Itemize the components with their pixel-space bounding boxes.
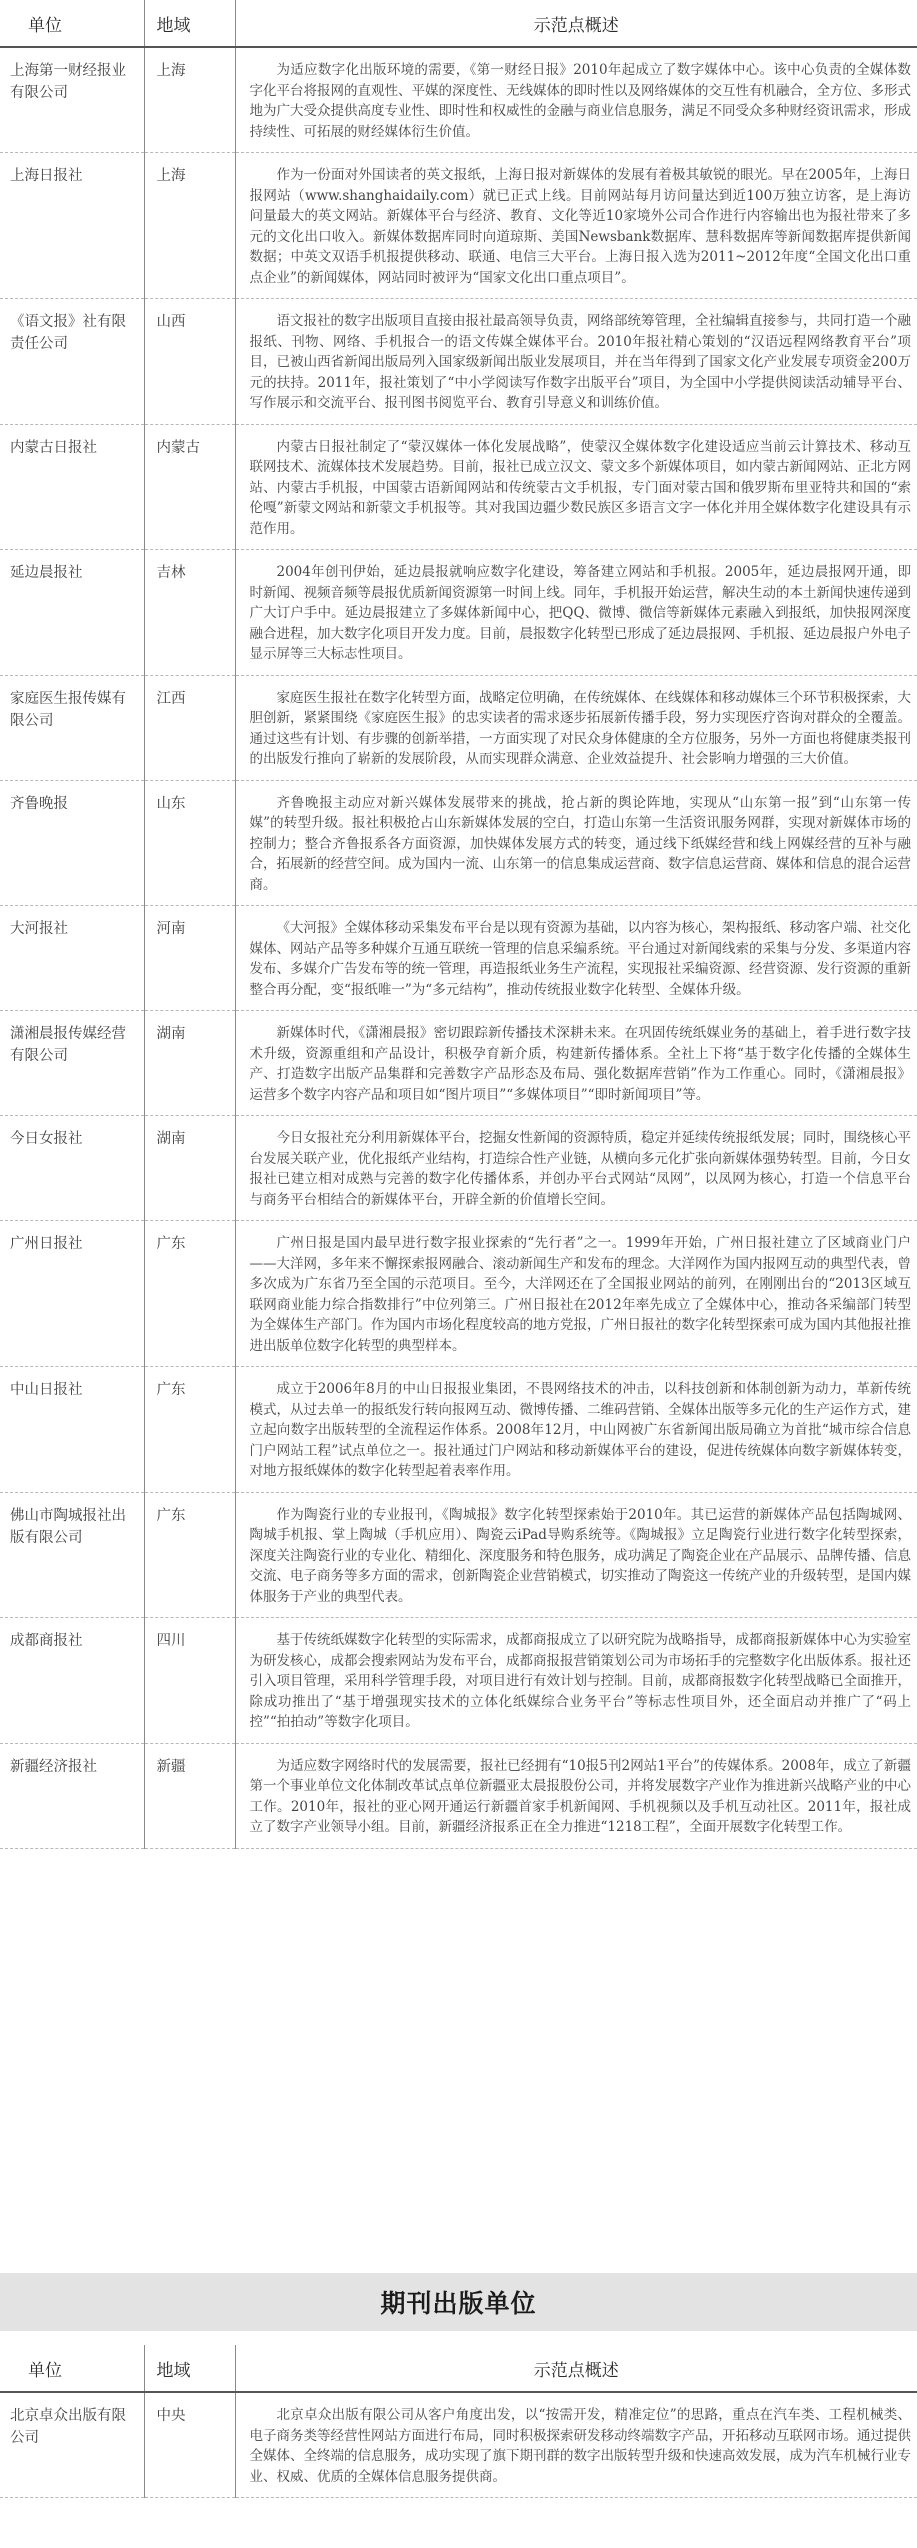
table-row	[0, 153, 917, 299]
description-cell: 语文报社的数字出版项目直接由报社最高领导负责，网络部统筹管理，全社编辑直接参与，共同打造一个融报纸、刊物、网络、手机报合一的语文传媒全媒体平台。2010年报社精心策划的“汉语远程网络教育平台”项目，已被山西省新闻出版局列入国家级新闻出版业发展项目，并在当年得到了国家文化产业发展专项资金200万元的扶持。2011年，报社策划了“中小学阅读写作数字出版平台”项目，为全国中小学提供阅读活动辅导平台、写作展示和交流平台、报刊图书阅览平台、教育引导意义和训练价值。	[235, 299, 917, 425]
region-cell: 中央	[144, 2392, 235, 2498]
table-row	[0, 1618, 917, 1744]
table-row	[0, 1116, 917, 1221]
region-cell: 上海	[144, 153, 235, 299]
table-row	[0, 424, 917, 550]
region-cell: 湖南	[144, 1011, 235, 1116]
unit-cell: 大河报社	[0, 906, 144, 1011]
region-cell: 内蒙古	[144, 424, 235, 550]
section-title-bar	[0, 2273, 917, 2331]
region-cell: 山西	[144, 299, 235, 425]
header-unit: 单位	[0, 0, 144, 47]
region-cell: 湖南	[144, 1116, 235, 1221]
description-cell: 内蒙古日报社制定了“蒙汉媒体一体化发展战略”，使蒙汉全媒体数字化建设适应当前云计算技术、移动互联网技术、流媒体技术发展趋势。目前，报社已成立汉文、蒙文多个新媒体项目，如内蒙古新闻网站、正北方网站、内蒙古手机报，中国蒙古语新闻网站和传统蒙古文手机报，专门面对蒙古国和俄罗斯布里亚特共和国的“索伦嘎”新蒙文网站和新蒙文手机报等。其对我国边疆少数民族区多语言文字一体化并用全媒体数字化建设具有示范作用。	[235, 424, 917, 550]
region-cell: 四川	[144, 1618, 235, 1744]
unit-cell: 《语文报》社有限责任公司	[0, 299, 144, 425]
description-cell: 《大河报》全媒体移动采集发布平台是以现有资源为基础，以内容为核心，架构报纸、移动客户端、社交化媒体、网站产品等多种媒介互通互联统一管理的信息采编系统。平台通过对新闻线索的采集与分发、多渠道内容发布、多媒介广告发布等的统一管理，再造报纸业务生产流程，实现报社采编资源、经营资源、发行资源的重新整合再分配，变“报纸唯一”为“多元结构”，推动传统报业数字化转型、全媒体升级。	[235, 906, 917, 1011]
unit-cell: 今日女报社	[0, 1116, 144, 1221]
description-cell: 基于传统纸媒数字化转型的实际需求，成都商报成立了以研究院为战略指导，成都商报新媒体中心为实验室为研发核心，成都会搜索网站为发布平台，成都商报报营销策划公司为市场拓手的完整数字化出版体系。报社还引入项目管理，采用科学管理手段，对项目进行有效计划与控制。目前，成都商报数字化转型战略已全面推开，除成功推出了“基于增强现实技术的立体化纸媒综合业务平台”等标志性项目外，还全面启动并推广了“码上控”“拍拍动”等数字化项目。	[235, 1618, 917, 1744]
description-cell: 今日女报社充分利用新媒体平台，挖掘女性新闻的资源特质，稳定并延续传统报纸发展；同时，围绕核心平台发展关联产业，优化报纸产业结构，打造综合性产业链，从横向多元化扩张向新媒体强势转型。目前，今日女报社已建立相对成熟与完善的数字化传播体系，并创办平台式网站“凤网”，以凤网为核心，打造一个信息平台与商务平台相结合的新媒体平台，开辟全新的价值增长空间。	[235, 1116, 917, 1221]
region-cell: 山东	[144, 780, 235, 906]
unit-cell: 家庭医生报传媒有限公司	[0, 675, 144, 780]
table-row	[0, 1743, 917, 1848]
table-row	[0, 550, 917, 676]
region-cell: 上海	[144, 47, 235, 153]
region-cell: 吉林	[144, 550, 235, 676]
table-header-row	[0, 2345, 917, 2392]
region-cell: 广东	[144, 1367, 235, 1493]
unit-cell: 新疆经济报社	[0, 1743, 144, 1848]
unit-cell: 佛山市陶城报社出版有限公司	[0, 1492, 144, 1618]
header-unit: 单位	[0, 2345, 144, 2392]
header-desc: 示范点概述	[235, 0, 917, 47]
unit-cell: 上海日报社	[0, 153, 144, 299]
unit-cell: 上海第一财经报业有限公司	[0, 47, 144, 153]
header-desc: 示范点概述	[235, 2345, 917, 2392]
unit-cell: 广州日报社	[0, 1221, 144, 1367]
description-cell: 新媒体时代，《潇湘晨报》密切跟踪新传播技术深耕未来。在巩固传统纸媒业务的基础上，着手进行数字技术升级，资源重组和产品设计，积极孕育新介质，构建新传播体系。全社上下将“基于数字化传播的全媒体生产、打造数字出版产品集群和完善数字产品形态及布局、强化数据库营销”作为工作重心。同时，《潇湘晨报》运营多个数字内容产品和项目如“图片项目”“多媒体项目”“即时新闻项目”等。	[235, 1011, 917, 1116]
description-cell: 2004年创刊伊始，延边晨报就响应数字化建设，筹备建立网站和手机报。2005年，延边晨报网开通，即时新闻、视频音频等晨报优质新闻资源第一时间上线。同年，手机报开始运营，解决生动的本土新闻快速传递到广大订户手中。延边晨报建立了多媒体新闻中心，把QQ、微博、微信等新媒体元素融入到报纸，加快报网深度融合进程，加大数字化项目开发力度。目前，晨报数字化转型已形成了延边晨报网、手机报、延边晨报户外电子显示屏等三大标志性项目。	[235, 550, 917, 676]
description-cell: 为适应数字网络时代的发展需要，报社已经拥有“10报5刊2网站1平台”的传媒体系。2008年，成立了新疆第一个事业单位文化体制改革试点单位新疆亚太晨报股份公司，并将发展数字产业作为推进新兴战略产业的中心工作。2010年，报社的亚心网开通运行新疆首家手机新闻网、手机视频以及手机互动社区。2011年，报社成立了数字产业领导小组。目前，新疆经济报系正在全力推进“1218工程”，全面开展数字化转型工作。	[235, 1743, 917, 1848]
description-cell: 为适应数字化出版环境的需要，《第一财经日报》2010年起成立了数字媒体中心。该中心负责的全媒体数字化平台将报网的直观性、平媒的深度性、无线媒体的即时性以及网络媒体的交互性有机融合，全方位、多形式地为广大受众提供高度专业性、即时性和权威性的金融与商业信息服务，满足不同受众多种财经资讯需求，形成持续性、可拓展的财经媒体衍生价值。	[235, 47, 917, 153]
table-row	[0, 1492, 917, 1618]
table-row	[0, 906, 917, 1011]
region-cell: 广东	[144, 1492, 235, 1618]
section-title: 期刊出版单位	[380, 2289, 537, 2318]
unit-cell: 齐鲁晚报	[0, 780, 144, 906]
table-row	[0, 299, 917, 425]
description-cell: 成立于2006年8月的中山日报报业集团，不畏网络技术的冲击，以科技创新和体制创新为动力，革新传统模式，从过去单一的报纸发行转向报网互动、微博传播、二维码营销、全媒体出版等多元化的生产运作方式，建立起向数字出版转型的全流程运作体系。2008年12月，中山网被广东省新闻出版局确立为首批“城市综合信息门户网站工程”试点单位之一。报社通过门户网站和移动新媒体平台的建设，促进传统媒体向数字新媒体转变，对地方报纸媒体的数字化转型起着表率作用。	[235, 1367, 917, 1493]
region-cell: 新疆	[144, 1743, 235, 1848]
region-cell: 江西	[144, 675, 235, 780]
table-row	[0, 675, 917, 780]
table-row	[0, 1011, 917, 1116]
unit-cell: 延边晨报社	[0, 550, 144, 676]
description-cell: 北京卓众出版有限公司从客户角度出发，以“按需开发，精准定位”的思路，重点在汽车类、工程机械类、电子商务类等经营性网站方面进行布局，同时积极探索研发移动终端数字产品，开拓移动互联网市场。通过提供全媒体、全终端的信息服务，成功实现了旗下期刊群的数字出版转型升级和快速高效发展，成为汽车机械行业专业、权威、优质的全媒体信息服务提供商。	[235, 2392, 917, 2498]
periodical-demo-table	[0, 2345, 917, 2498]
table-row	[0, 1367, 917, 1493]
description-cell: 作为一份面对外国读者的英文报纸，上海日报对新媒体的发展有着极其敏锐的眼光。早在2005年，上海日报网站（www.shanghaidaily.com）就已正式上线。目前网站每月访问量达到近100万独立访客，是上海访问量最大的英文网站。新媒体平台与经济、教育、文化等近10家境外公司合作进行内容输出也为报社带来了多元的文化出口收入。新媒体数据库同时向道琼斯、美国Newsbank数据库、慧科数据库等新闻数据库提供新闻数据；中英文双语手机报提供移动、联通、电信三大平台。上海日报入选为2011~2012年度“全国文化出口重点企业”的新闻媒体，网站同时被评为“国家文化出口重点项目”。	[235, 153, 917, 299]
table-row	[0, 1221, 917, 1367]
description-cell: 齐鲁晚报主动应对新兴媒体发展带来的挑战，抢占新的舆论阵地，实现从“山东第一报”到“山东第一传媒”的转型升级。报社积极抢占山东新媒体发展的空白，打造山东第一生活资讯服务网群，实现对新媒体市场的控制力；整合齐鲁报系各方面资源，加快媒体发展方式的转变，通过线下纸媒经营和线上网媒经营的互补与融合，拓展新的经营空间。成为国内一流、山东第一的信息集成运营商、数字信息运营商、媒体和信息的混合运营商。	[235, 780, 917, 906]
header-region: 地域	[144, 2345, 235, 2392]
unit-cell: 北京卓众出版有限公司	[0, 2392, 144, 2498]
region-cell: 广东	[144, 1221, 235, 1367]
unit-cell: 潇湘晨报传媒经营有限公司	[0, 1011, 144, 1116]
description-cell: 广州日报是国内最早进行数字报业探索的“先行者”之一。1999年开始，广州日报社建立了区域商业门户——大洋网，多年来不懈探索报网融合、滚动新闻生产和发布的理念。大洋网作为国内报网互动的典型代表，曾多次成为广东省乃至全国的示范项目。至今，大洋网还在了全国报业网站的前列，在刚刚出台的“2013区域互联网商业能力综合指数排行”中位列第三。广州日报社在2012年率先成立了全媒体中心，推动各采编部门转型为全媒体生产部门。作为国内市场化程度较高的地方党报，广州日报社的数字化转型探索可成为国内其他报社推进出版单位数字化转型的典型样本。	[235, 1221, 917, 1367]
description-cell: 作为陶瓷行业的专业报刊，《陶城报》数字化转型探索始于2010年。其已运营的新媒体产品包括陶城网、陶城手机报、掌上陶城（手机应用）、陶瓷云iPad导购系统等。《陶城报》立足陶瓷行业进行数字化转型探索，深度关注陶瓷行业的专业化、精细化、深度服务和特色服务，成功满足了陶瓷企业在产品展示、品牌传播、信息交流、电子商务等多方面的需求，创新陶瓷企业营销模式，切实推动了陶瓷这一传统产业的升级转型，是国内媒体服务于产业的典型代表。	[235, 1492, 917, 1618]
region-cell: 河南	[144, 906, 235, 1011]
table-row	[0, 780, 917, 906]
unit-cell: 内蒙古日报社	[0, 424, 144, 550]
description-cell: 家庭医生报社在数字化转型方面，战略定位明确，在传统媒体、在线媒体和移动媒体三个环节积极探索，大胆创新，紧紧围绕《家庭医生报》的忠实读者的需求逐步拓展新传播手段，努力实现医疗咨询对群众的全覆盖。通过这些有计划、有步骤的创新举措，一方面实现了对民众身体健康的全方位服务，另外一方面也将健康类报刊的出版发行推向了崭新的发展阶段，从而实现群众满意、企业效益提升、社会影响力增强的三大价值。	[235, 675, 917, 780]
header-region: 地域	[144, 0, 235, 47]
table-row	[0, 2392, 917, 2498]
unit-cell: 中山日报社	[0, 1367, 144, 1493]
unit-cell: 成都商报社	[0, 1618, 144, 1744]
table-header-row	[0, 0, 917, 47]
table-row	[0, 47, 917, 153]
